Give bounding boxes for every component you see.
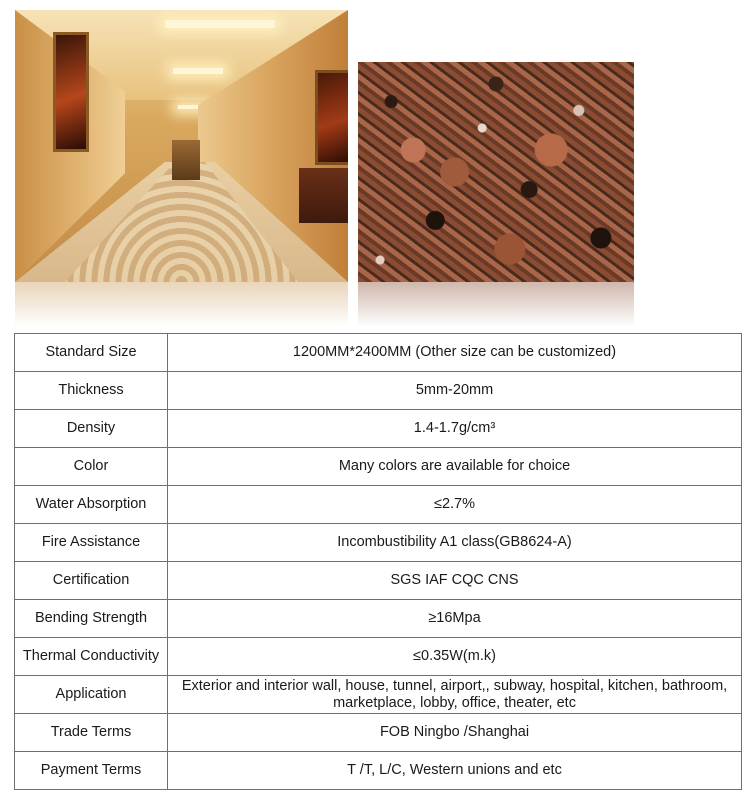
spec-value: ≤0.35W(m.k) (168, 638, 742, 676)
cabinet (299, 168, 348, 223)
table-row (15, 676, 742, 714)
table-row (15, 372, 742, 410)
hallway-image (15, 10, 348, 282)
ceiling-light (165, 20, 275, 28)
hallway-end-door (172, 140, 200, 180)
wall-painting (315, 70, 348, 165)
spec-label: Trade Terms (15, 714, 168, 752)
table-row (15, 600, 742, 638)
table-row (15, 524, 742, 562)
spec-value: ≤2.7% (168, 486, 742, 524)
granite-image-reflection (358, 282, 634, 327)
spec-label: Application (15, 676, 168, 714)
table-row (15, 752, 742, 790)
spec-label: Payment Terms (15, 752, 168, 790)
spec-value: 1200MM*2400MM (Other size can be customized) (168, 334, 742, 372)
spec-value: 5mm-20mm (168, 372, 742, 410)
spec-value: Exterior and interior wall, house, tunnel, airport,, subway, hospital, kitchen, bathroom, marketplace, lobby, office, theater, etc (168, 676, 742, 714)
spec-label: Water Absorption (15, 486, 168, 524)
spec-label: Density (15, 410, 168, 448)
ceiling-light (173, 68, 223, 74)
spec-value: SGS IAF CQC CNS (168, 562, 742, 600)
table-row (15, 410, 742, 448)
spec-value: Incombustibility A1 class(GB8624-A) (168, 524, 742, 562)
spec-value: 1.4-1.7g/cm³ (168, 410, 742, 448)
granite-sample-image (358, 62, 634, 282)
spec-value: FOB Ningbo /Shanghai (168, 714, 742, 752)
spec-label: Certification (15, 562, 168, 600)
spec-value: ≥16Mpa (168, 600, 742, 638)
table-row (15, 486, 742, 524)
spec-label: Color (15, 448, 168, 486)
spec-label: Thermal Conductivity (15, 638, 168, 676)
spec-table (14, 333, 742, 790)
wall-painting (53, 32, 89, 152)
hallway-image-reflection (15, 282, 348, 327)
table-row (15, 638, 742, 676)
table-row (15, 562, 742, 600)
table-row (15, 448, 742, 486)
spec-value: Many colors are available for choice (168, 448, 742, 486)
spec-value: T /T, L/C, Western unions and etc (168, 752, 742, 790)
spec-label: Thickness (15, 372, 168, 410)
spec-label: Bending Strength (15, 600, 168, 638)
spec-label: Standard Size (15, 334, 168, 372)
spec-label: Fire Assistance (15, 524, 168, 562)
table-row (15, 334, 742, 372)
table-row (15, 714, 742, 752)
